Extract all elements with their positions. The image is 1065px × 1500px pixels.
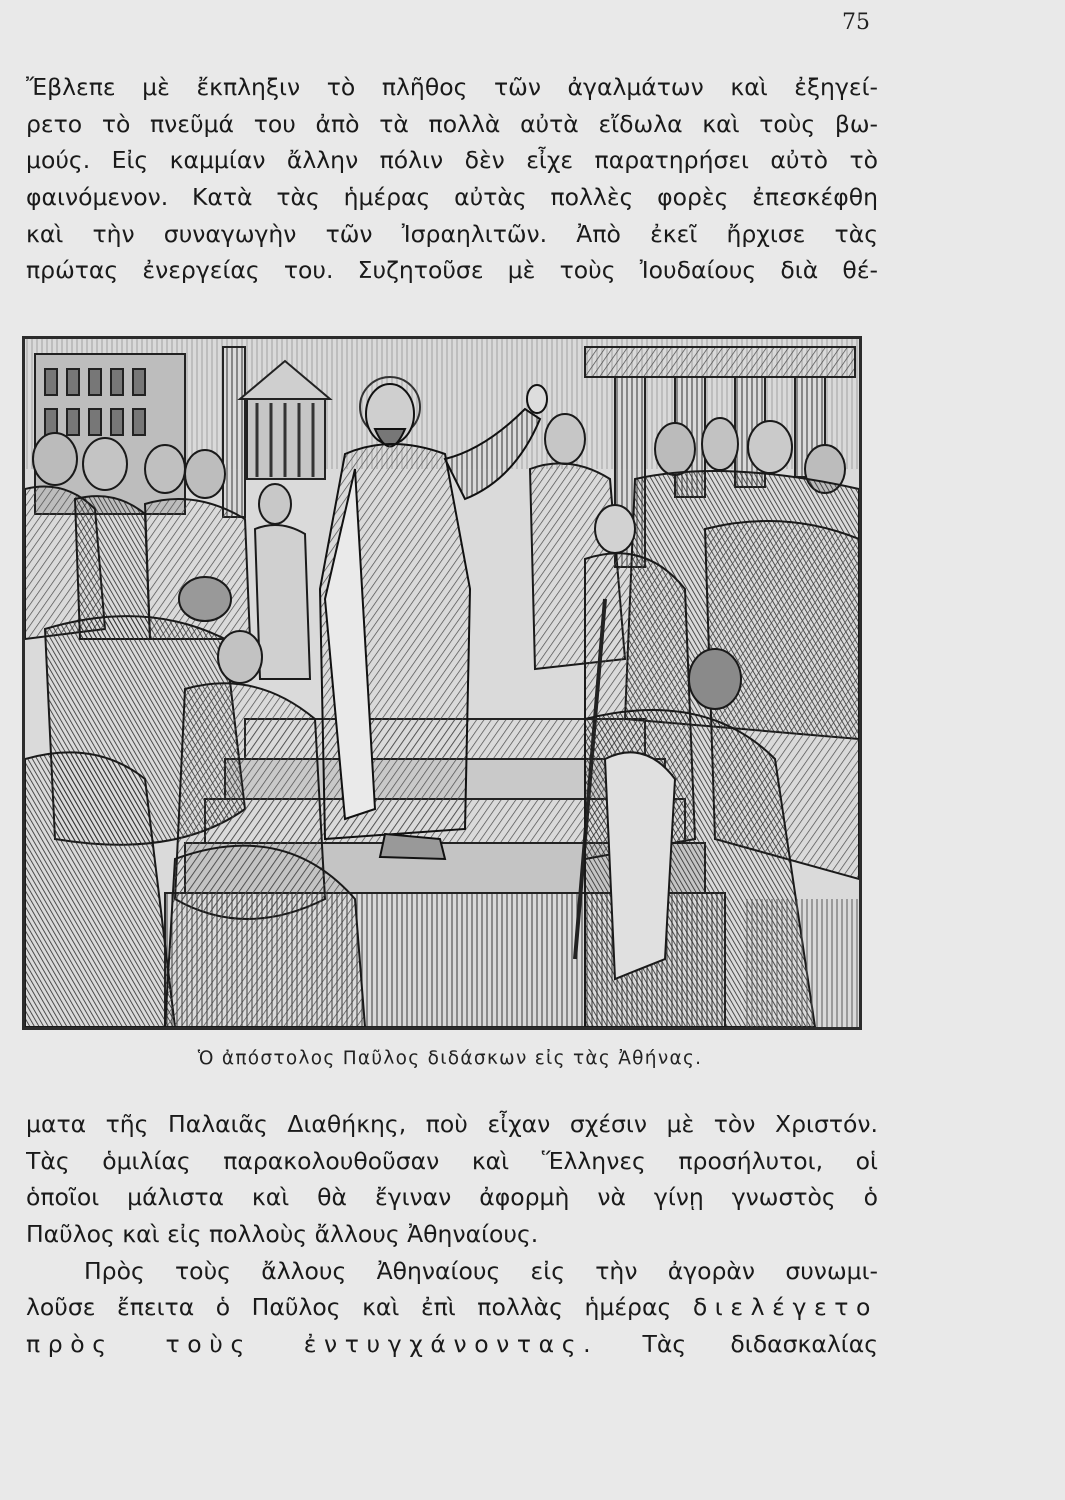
text-line: πρώτας ἐνεργείας του. Συζητοῦσε μὲ τοὺς Ἰουδαίους διὰ θέ- xyxy=(26,256,878,285)
spaced-word: διελέγετο xyxy=(692,1293,878,1322)
spaced-words: πρὸς τοὺς ἐντυγχάνοντας. xyxy=(26,1330,599,1359)
text-line: Παῦλος καὶ εἰς πολλοὺς ἄλλους Ἀθηναίους. xyxy=(26,1220,539,1249)
text-segment: λοῦσε ἔπειτα ὁ Παῦλος καὶ ἐπὶ πολλὰς ἡμέρας xyxy=(26,1293,672,1322)
top-paragraph xyxy=(26,69,878,289)
text-line-with-spaced xyxy=(26,1289,878,1326)
bottom-paragraph xyxy=(26,1106,878,1363)
text-line: Τὰς ὁμιλίας παρακολουθοῦσαν καὶ Ἕλληνες προσήλυτοι, οἱ xyxy=(26,1146,878,1175)
text-line-with-spaced xyxy=(26,1326,878,1363)
text-line: ρετο τὸ πνεῦμά του ἀπὸ τὰ πολλὰ αὐτὰ εἴδωλα καὶ τοὺς βω- xyxy=(26,109,878,138)
text-line: Πρὸς τοὺς ἄλλους Ἀθηναίους εἰς τὴν ἀγορὰν συνωμι- xyxy=(84,1256,878,1285)
engraving-illustration xyxy=(22,336,862,1030)
engraving-artwork xyxy=(25,339,859,1027)
text-line: ὁποῖοι μάλιστα καὶ θὰ ἔγιναν ἀφορμὴ νὰ γίνῃ γνωστὸς ὁ xyxy=(26,1183,878,1212)
figure-caption: Ὁ ἀπόστολος Παῦλος διδάσκων εἰς τὰς Ἀθήνας. xyxy=(197,1048,703,1069)
text-line: καὶ τὴν συναγωγὴν τῶν Ἰσραηλιτῶν. Ἀπὸ ἐκεῖ ἤρχισε τὰς xyxy=(26,219,878,248)
text-line: Ἔβλεπε μὲ ἔκπληξιν τὸ πλῆθος τῶν ἀγαλμάτων καὶ ἐξηγεί- xyxy=(26,73,878,101)
text-line: ματα τῆς Παλαιᾶς Διαθήκης, ποὺ εἶχαν σχέσιν μὲ τὸν Χριστόν. xyxy=(26,1110,878,1138)
text-line: μούς. Εἰς καμμίαν ἄλλην πόλιν δὲν εἶχε παρατηρήσει αὐτὸ τὸ xyxy=(26,146,878,175)
text-segment: Τὰς διδασκαλίας xyxy=(642,1330,878,1359)
page-number: 75 xyxy=(842,10,870,35)
text-line: φαινόμενον. Κατὰ τὰς ἡμέρας αὐτὰς πολλὲς φορὲς ἐπεσκέφθη xyxy=(26,183,878,212)
